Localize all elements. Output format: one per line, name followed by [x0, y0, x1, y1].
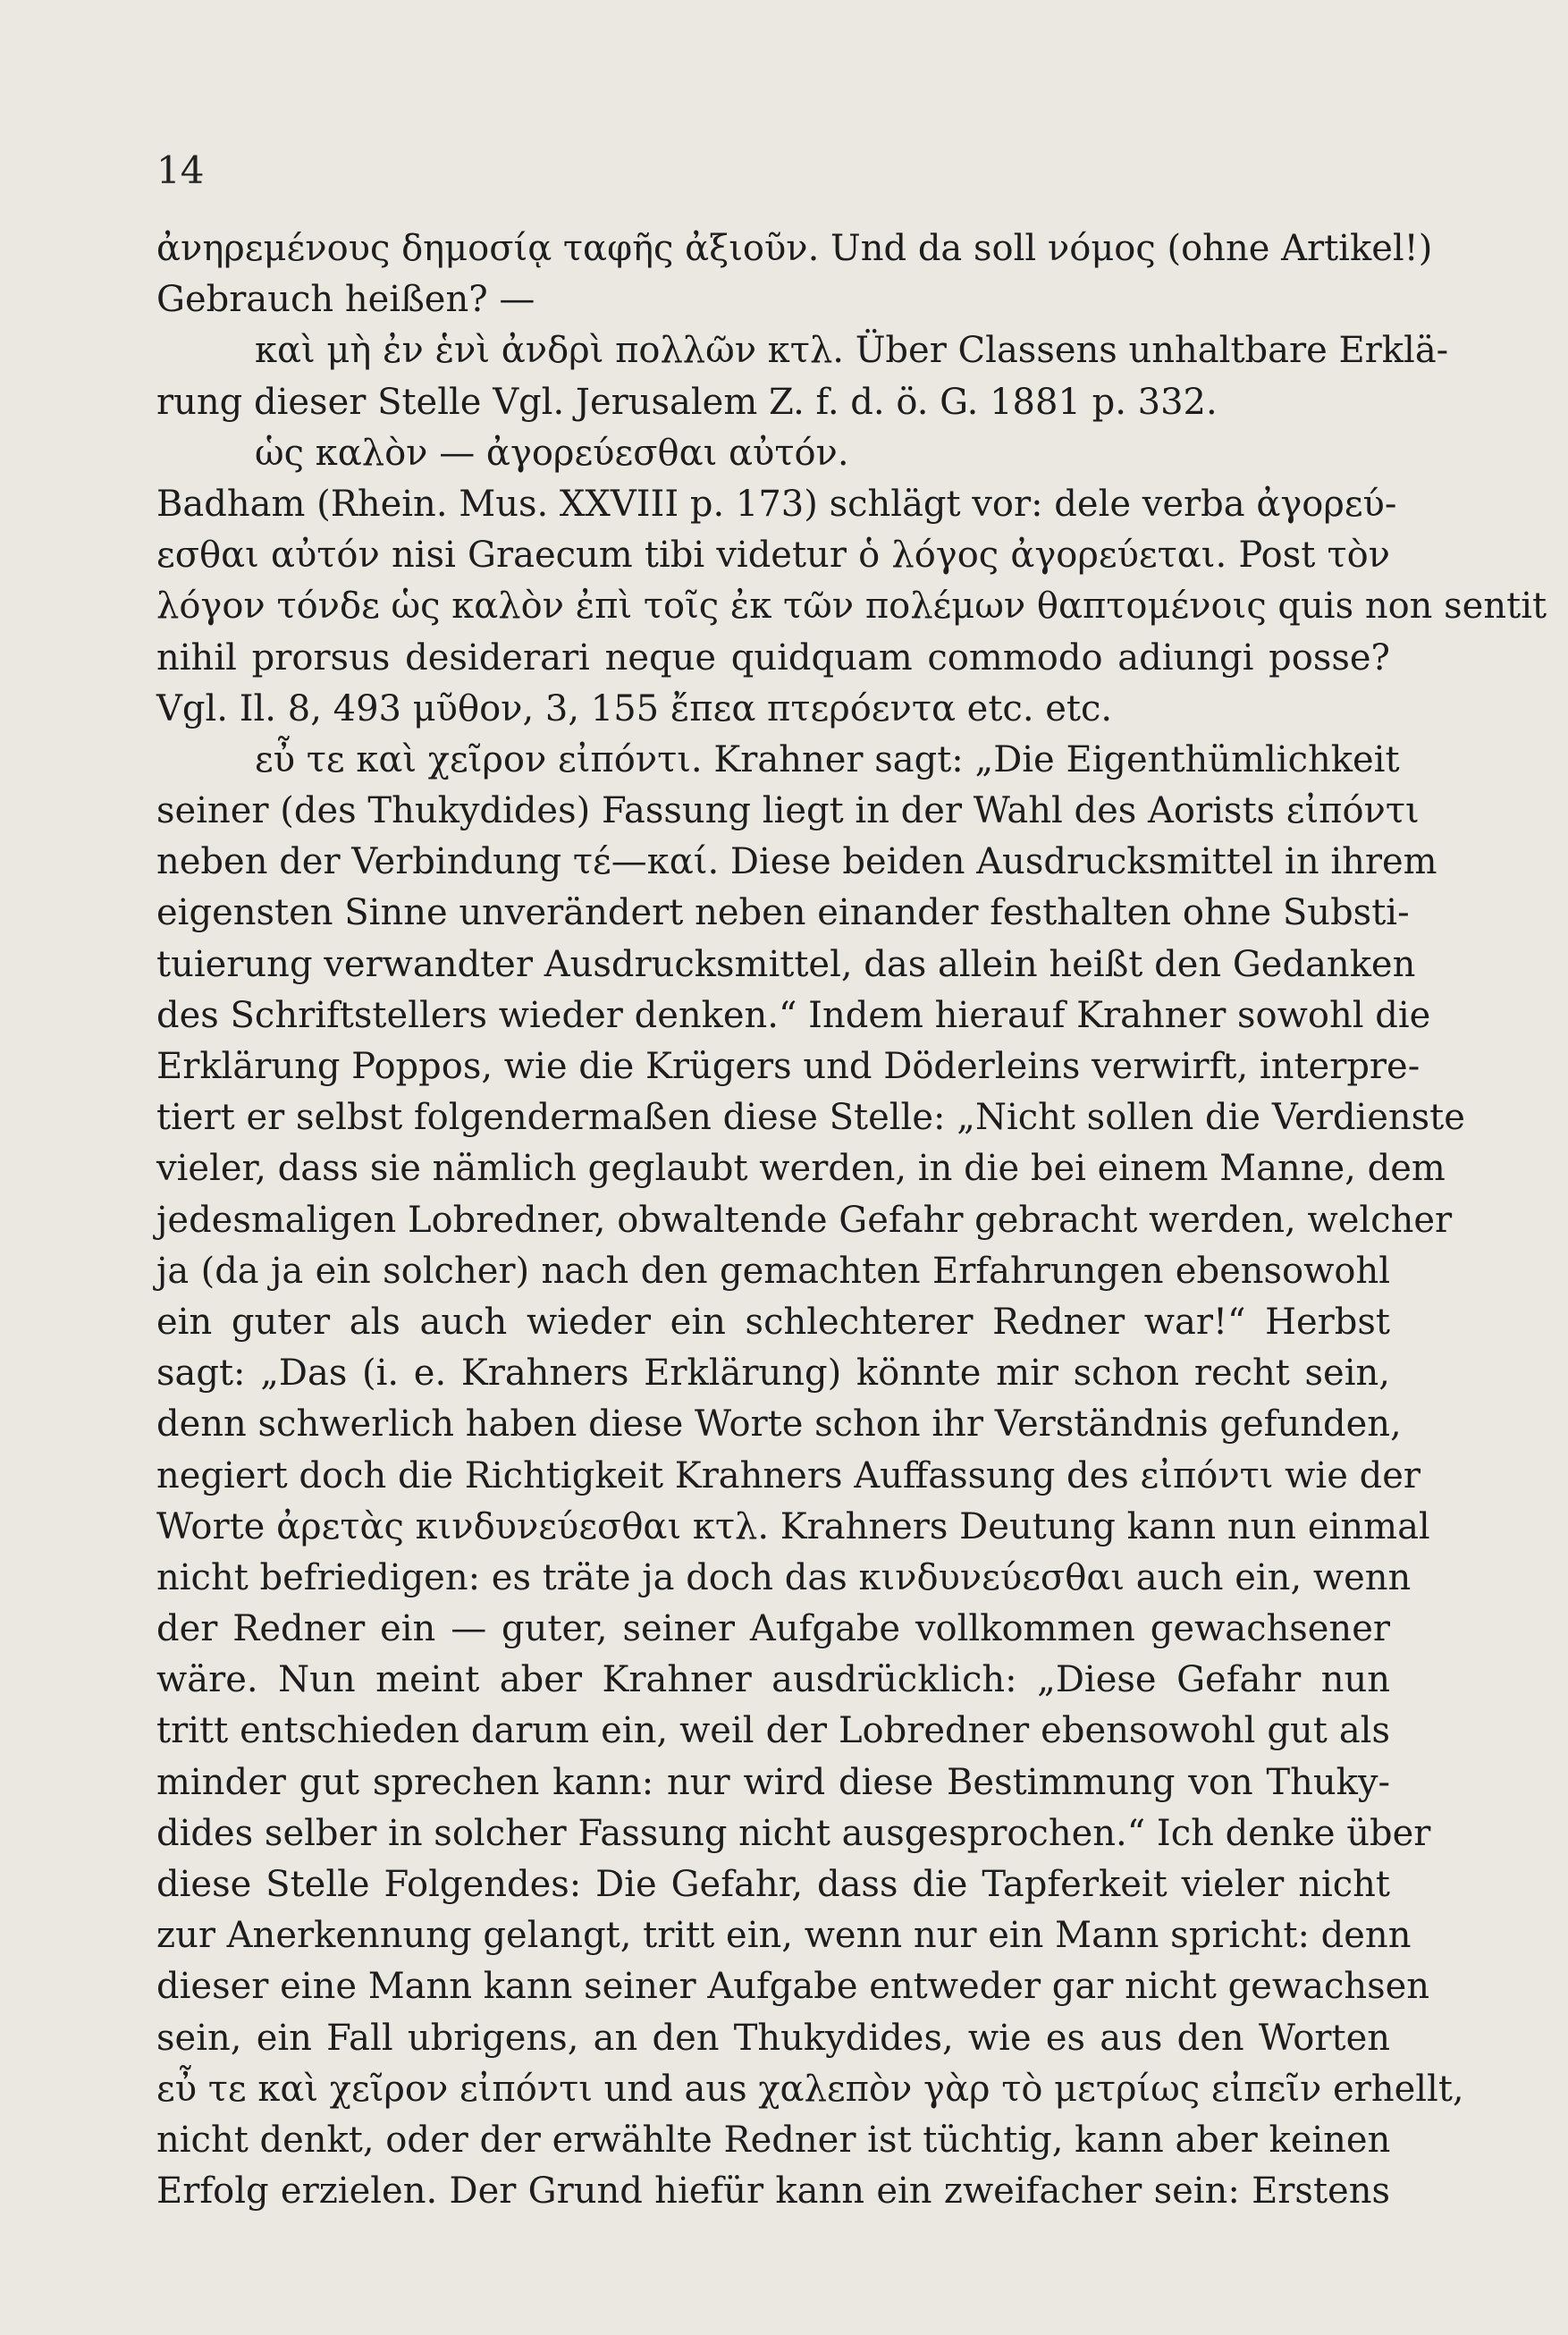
text-line: diese Stelle Folgendes: Die Gefahr, dass die Tapferkeit vieler nicht: [156, 1864, 1390, 1905]
text-line: denn schwerlich haben diese Worte schon ihr Verständnis gefunden,: [156, 1404, 1402, 1446]
text-line: Worte ἀρετὰς κινδυνεύεσθαι κτλ. Krahners Deutung kann nun einmal: [156, 1505, 1430, 1547]
text-line: Vgl. Il. 8, 493 μῦθον, 3, 155 ἔπεα πτερόεντα etc. etc.: [156, 687, 1113, 729]
text-line: des Schriftstellers wieder denken.“ Indem hierauf Krahner sowohl die: [156, 994, 1431, 1036]
text-line: wäre. Nun meint aber Krahner ausdrücklich: „Diese Gefahr nun: [156, 1659, 1390, 1701]
text-line: ἀνηρεμένους δημοσίᾳ ταφῆς ἀξιοῦν. Und da soll νόμος (ohne Artikel!): [156, 228, 1433, 269]
text-line: tritt entschieden darum ein, weil der Lobredner ebensowohl gut als: [156, 1710, 1390, 1752]
section-heading-line: καὶ μὴ ἐν ἑνὶ ἀνδρὶ πολλῶν κτλ. Über Classens unhaltbare Erklä-: [255, 330, 1449, 372]
text-line: neben der Verbindung τέ—καί. Diese beiden Ausdrucksmittel in ihrem: [156, 841, 1437, 883]
text-line: nicht denkt, oder der erwählte Redner ist tüchtig, kann aber keinen: [156, 2119, 1391, 2161]
text-line: εσθαι αὐτόν nisi Graecum tibi videtur ὁ λόγος ἀγορεύεται. Post τὸν: [156, 535, 1390, 577]
text-line: sein, ein Fall ubrigens, an den Thukydides, wie es aus den Worten: [156, 2017, 1390, 2059]
section-heading-line: ὡς καλὸν — ἀγορεύεσθαι αὐτόν.: [255, 432, 849, 474]
text-line: dides selber in solcher Fassung nicht ausgesprochen.“ Ich denke über: [156, 1812, 1431, 1854]
text-line: Erfolg erzielen. Der Grund hiefür kann ein zweifacher sein: Erstens: [156, 2171, 1390, 2213]
text-line: Erklärung Poppos, wie die Krügers und Döderleins verwirft, interpre-: [156, 1046, 1420, 1087]
text-line: seiner (des Thukydides) Fassung liegt in der Wahl des Aorists εἰπόντι: [156, 790, 1420, 832]
text-line: zur Anerkennung gelangt, tritt ein, wenn nur ein Mann spricht: denn: [156, 1915, 1412, 1957]
text-line: λόγον τόνδε ὡς καλὸν ἐπὶ τοῖς ἐκ τῶν πολέμων θαπτομένοις quis non sentit: [156, 586, 1547, 628]
text-line: Gebrauch heißen? —: [156, 279, 535, 321]
section-heading-line: εὖ τε καὶ χεῖρον εἰπόντι. Krahner sagt: „Die Eigenthümlichkeit: [255, 738, 1400, 780]
text-line: negiert doch die Richtigkeit Krahners Auffassung des εἰπόντι wie der: [156, 1454, 1420, 1496]
text-line: vieler, dass sie nämlich geglaubt werden, in die bei einem Manne, dem: [156, 1148, 1446, 1190]
text-line: der Redner ein — guter, seiner Aufgabe vollkommen gewachsener: [156, 1608, 1390, 1650]
text-line: ein guter als auch wieder ein schlechterer Redner war!“ Herbst: [156, 1301, 1390, 1343]
text-line: tuierung verwandter Ausdrucksmittel, das allein heißt den Gedanken: [156, 943, 1416, 985]
text-line: ja (da ja ein solcher) nach den gemachten Erfahrungen ebensowohl: [156, 1250, 1390, 1292]
text-line: nihil prorsus desiderari neque quidquam commodo adiungi posse?: [156, 636, 1390, 679]
text-line: nicht befriedigen: es träte ja doch das κινδυνεύεσθαι auch ein, wenn: [156, 1556, 1412, 1598]
page-number: 14: [156, 148, 205, 192]
text-line: dieser eine Mann kann seiner Aufgabe entweder gar nicht gewachsen: [156, 1966, 1430, 2008]
text-line: minder gut sprechen kann: nur wird diese Bestimmung von Thuky-: [156, 1761, 1390, 1803]
text-line: sagt: „Das (i. e. Krahners Erklärung) könnte mir schon recht sein,: [156, 1353, 1390, 1395]
text-line: jedesmaligen Lobredner, obwaltende Gefahr gebracht werden, welcher: [156, 1199, 1453, 1241]
text-line: eigensten Sinne unverändert neben einander festhalten ohne Substi-: [156, 892, 1410, 934]
text-line: Badham (Rhein. Mus. XXVIII p. 173) schlägt vor: dele verba ἀγορεύ-: [156, 483, 1397, 525]
text-line: εὖ τε καὶ χεῖρον εἰπόντι und aus χαλεπὸν γὰρ τὸ μετρίως εἰπεῖν erhellt,: [156, 2068, 1464, 2110]
text-line: rung dieser Stelle Vgl. Jerusalem Z. f. d. ö. G. 1881 p. 332.: [156, 381, 1218, 423]
text-line: tiert er selbst folgendermaßen diese Stelle: „Nicht sollen die Verdienste: [156, 1097, 1465, 1139]
body-text: [156, 223, 1547, 2217]
